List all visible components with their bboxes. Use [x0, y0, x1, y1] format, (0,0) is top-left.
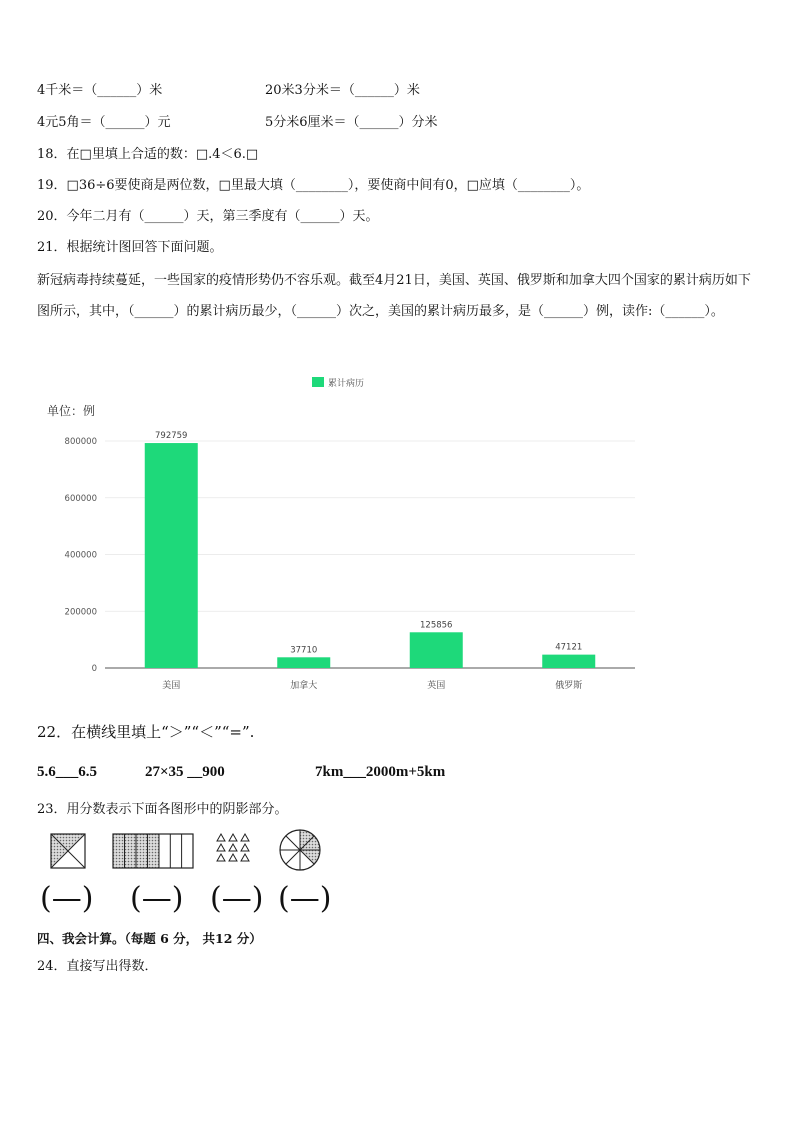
- figure-strips: [112, 833, 194, 869]
- question-23: 23．用分数表示下面各图形中的阴影部分。: [37, 802, 288, 817]
- bar-value-label: 37710: [290, 645, 318, 656]
- question-21-text: 新冠病毒持续蔓延，一些国家的疫情形势仍不容乐观。截至4月21日，美国、英国、俄罗斯和加拿大四个国家的累计病历如下图所示，其中，（______）的累计病历最少，（______）次之，美国的累计病历最多，是（______）例，读作:（______）。: [37, 273, 751, 319]
- q17-item-1: 4千米＝（______）米: [37, 83, 163, 98]
- triangle-mark: [241, 844, 249, 851]
- triangle-mark: [217, 844, 225, 851]
- triangle-mark: [241, 854, 249, 861]
- question-22-a: 5.6___6.5: [37, 764, 97, 780]
- x-tick-label: 加拿大: [290, 681, 318, 691]
- triangle-mark: [217, 834, 225, 841]
- y-tick-label: 400000: [64, 550, 97, 561]
- section-4-heading: 四、我会计算。（每题 6 分， 共12 分）: [37, 931, 262, 946]
- legend-swatch: [312, 377, 324, 387]
- unit-label: 单位：例: [47, 404, 96, 418]
- bar-2: [410, 632, 463, 668]
- triangle-mark: [241, 834, 249, 841]
- question-18: 18．在□里填上合适的数：□.4＜6.□: [37, 147, 259, 162]
- q17-item-2: 20米3分米＝（______）米: [265, 83, 420, 98]
- figure-triangles: [213, 832, 253, 864]
- bar-value-label: 125856: [420, 620, 453, 631]
- y-tick-label: 0: [91, 664, 97, 674]
- question-20: 20．今年二月有（______）天，第三季度有（______）天。: [37, 209, 379, 224]
- question-22-c: 7km___2000m+5km: [315, 764, 446, 780]
- chart-y-ticks: [65, 437, 97, 674]
- y-tick-label: 800000: [64, 437, 97, 447]
- q17-item-4: 5分米6厘米＝（______）分米: [265, 115, 438, 130]
- fraction-answer-2[interactable]: (—): [130, 881, 184, 916]
- question-24: 24．直接写出得数．: [37, 959, 158, 974]
- x-tick-label: 英国: [427, 681, 446, 691]
- bar-value-label: 792759: [155, 431, 188, 442]
- triangle-mark: [229, 844, 237, 851]
- triangle-mark: [229, 854, 237, 861]
- figure-square-diagonals: [50, 833, 86, 869]
- x-tick-label: 美国: [162, 681, 181, 691]
- fraction-answer-1[interactable]: (—): [40, 881, 94, 916]
- chart-x-labels: [162, 679, 582, 691]
- question-22: 22．在横线里填上“＞”“＜”“=”.: [37, 723, 255, 741]
- bar-chart: [40, 368, 650, 698]
- chart-bars: [145, 431, 596, 668]
- bar-0: [145, 443, 198, 668]
- question-22-b: 27×35 __900: [145, 764, 225, 780]
- bar-value-label: 47121: [555, 642, 583, 653]
- y-tick-label: 600000: [64, 493, 97, 504]
- legend-label: 累计病历: [328, 379, 365, 389]
- triangle-mark: [229, 834, 237, 841]
- bar-1: [277, 657, 330, 668]
- q17-item-3: 4元5角＝（______）元: [37, 115, 171, 130]
- figure-circle-sectors: [278, 828, 322, 872]
- x-tick-label: 俄罗斯: [555, 681, 583, 691]
- bar-3: [542, 655, 595, 668]
- triangle-mark: [217, 854, 225, 861]
- fraction-answer-3[interactable]: (—): [210, 881, 264, 916]
- question-21: 21．根据统计图回答下面问题。: [37, 240, 223, 255]
- question-19: 19．□36÷6要使商是两位数，□里最大填（________），要使商中间有0，□应填（________）。: [37, 178, 590, 193]
- fraction-answer-4[interactable]: (—): [278, 881, 332, 916]
- y-tick-label: 200000: [64, 607, 97, 618]
